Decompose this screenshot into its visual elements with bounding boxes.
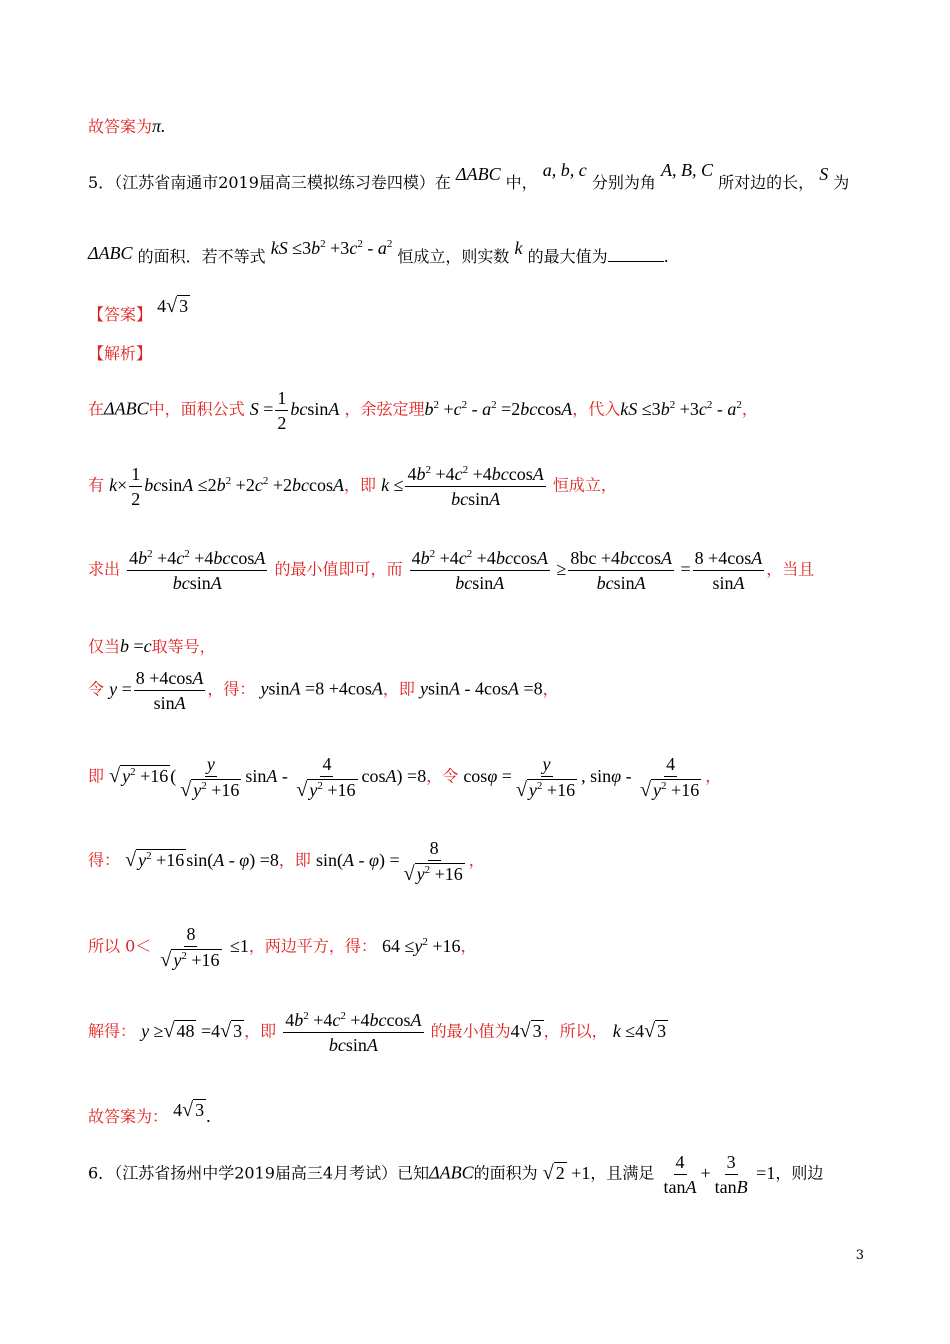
solution-line-7: 得： √ $y^2 +16$ sin(A - φ) =8，即 sin(A - φ) = 8 √ $y^2 +16$ ， xyxy=(88,838,485,885)
answer-label: 【答案】 xyxy=(88,305,153,324)
solution-line-9: 解得： y ≥ √ 48 =4 √ 3 ，即 $\frac{4b^2 +4c^2 +4bccosA}{bcsinA}$ 的最小值为4 √ 3 ，所以， k ≤4 √ 3 xyxy=(88,1010,667,1055)
solution-line-3: 求出 $\frac{4b^2 +4c^2 +4bccosA}{bcsinA}$ 的最小值即可，而 $\frac{4b^2 +4c^2 +4bccosA}{bcsinA}$ ≥ $\frac{8bc +4bccosA}{bcsinA}$ = $\frac{8 +4\cos A}{\sin A}$ ，当且 xyxy=(88,548,815,593)
solution-line-6: 即 √ $y^2 +16$ ( y √ $y^2 +16$ sinA - 4 √ $y^2 +16$ cosA) =8，令 cosφ = y √ $y^2 +16$ , sinφ - 4 √ $y^2 +16$ ， xyxy=(88,754,722,801)
solution-line-2: 有 k× $\frac{1}{2}$ $bcsinA \le 2b^2 +2c^2 +2bccosA$，即 k ≤ $\frac{4b^2 +4c^2 +4bccosA}{bcsinA}$ 恒成立， xyxy=(88,464,617,509)
solution-line-1: 在ΔABC中，面积公式 S = $\frac{1}{2}$ bcsinA ，余弦定理$b^2 +c^2 - a^2 =2bccosA$，代入kS $\le 3b^2 +3c^2 - a^2$， xyxy=(88,388,758,433)
answer-blank xyxy=(608,247,664,262)
question-5-line-2: ΔABC 的面积．若不等式 kS $\le 3b^2 +3c^2 - a^2$ 恒成立，则实数 k 的最大值为 . xyxy=(88,238,669,266)
question-5-line-1: 5．（江苏省南通市2019届高三模拟练习卷四模）在 ΔABC 中， a, b, c 分别为角 A, B, C 所对边的长， S 为 xyxy=(88,160,850,192)
answer-line: 【答案】 4 √ 3 xyxy=(88,295,189,324)
analysis-label: 【解析】 xyxy=(88,344,153,363)
solution-line-8: 所以 0＜ 8 √ $y^2 +16$ ≤1，两边平方，得： $64 \le y^2 +16$， xyxy=(88,924,477,971)
prev-answer-line: 故答案为π. xyxy=(88,116,166,136)
solution-line-4: 仅当b =c取等号， xyxy=(88,636,216,656)
question-6-line: 6．（江苏省扬州中学2019届高三4月考试）已知ΔABC的面积为 √ 2 +1，且满足 $\frac{4}{\tan A}$ + $\frac{3}{\tan B}$ =1，则边 xyxy=(88,1152,824,1197)
page-number: 3 xyxy=(855,1248,864,1263)
solution-line-5: 令 y = $\frac{8 +4\cos A}{\sin A}$ ，得： ysinA =8 +4cosA，即 ysinA - 4cosA =8， xyxy=(88,668,559,713)
solution-line-10: 故答案为： 4 √ 3 . xyxy=(88,1099,211,1126)
